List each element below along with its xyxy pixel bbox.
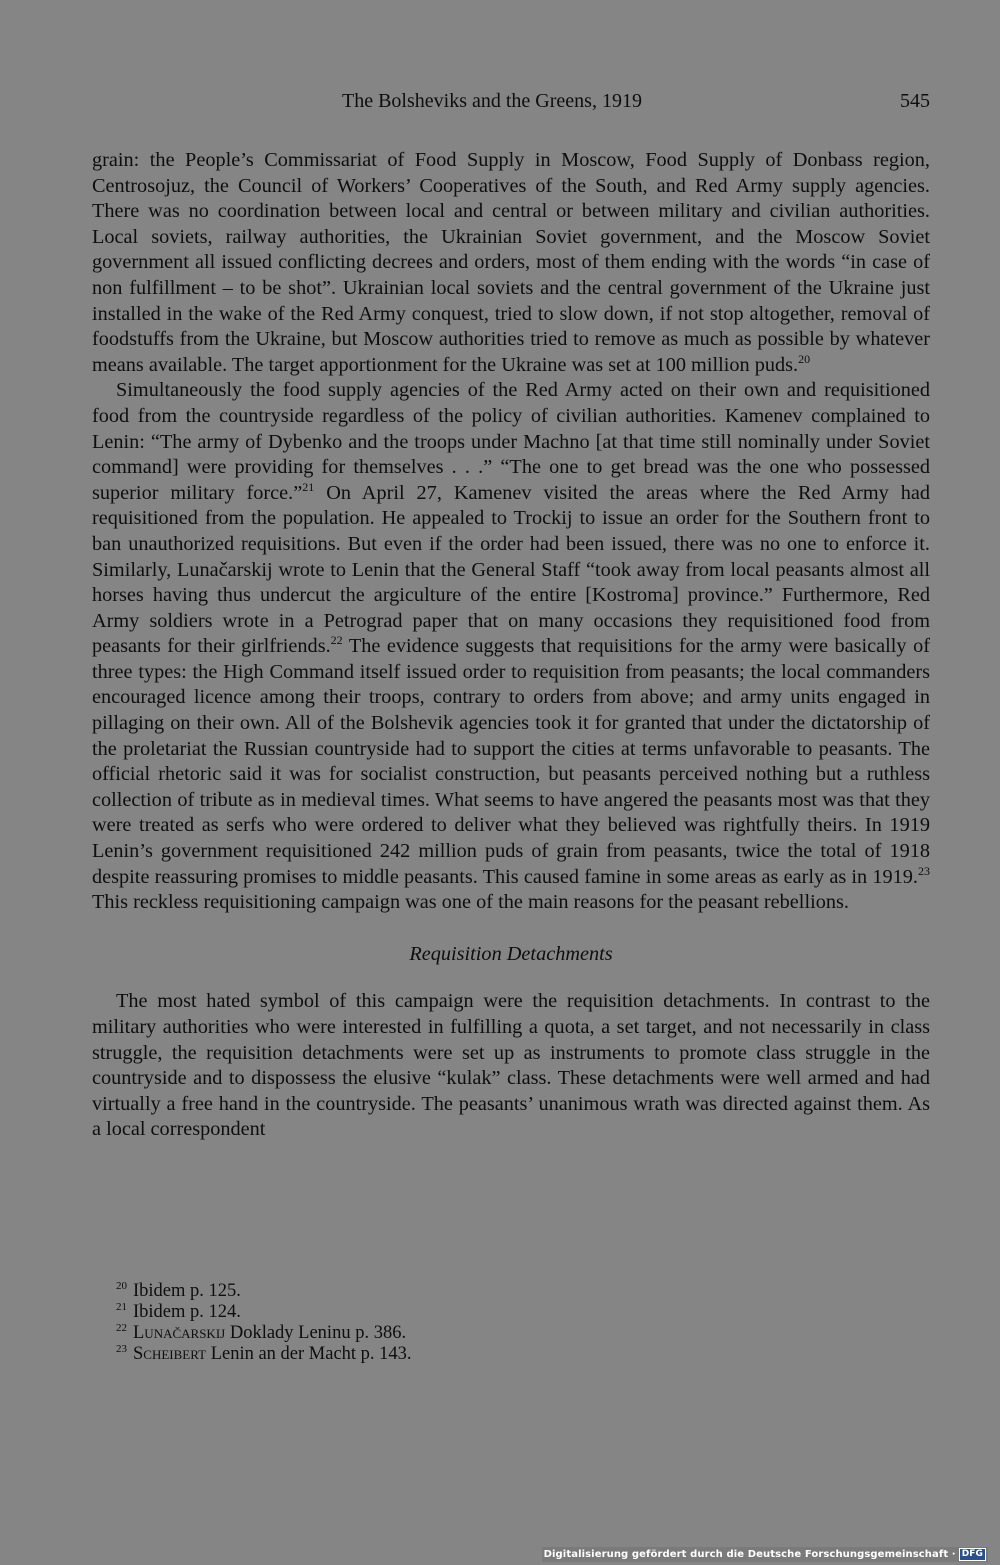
body-text: [92, 148, 930, 1143]
paragraph-2-text-a: Simultaneously the food supply agencies of the Red Army acted on their own and requisitioned food from the countryside regardless of the policy of civilian authorities. Kamenev complained to Lenin: “The army of Dybenko and the troops under Machno [at that time still nominally under Soviet command] were providing for themselves . . .” “The one to get bread was the one who possessed superior military force.”: [92, 379, 930, 504]
page-header: [92, 90, 930, 118]
paragraph-2-text-d: This reckless requisitioning campaign was one of the main reasons for the peasant rebellions.: [92, 891, 849, 914]
paragraph-2-text-b: On April 27, Kamenev visited the areas where the Red Army had requisitioned from the population. He appealed to Trockij to issue an order for the Southern front to ban unauthorized requisitions. But even if the order had been issued, there was no one to enforce it. Similarly, Lunačarskij wrote to Lenin that the General Staff “took away from local peasants almost all horses having thus undercut the argiculture of the entire [Kostroma] province.” Furthermore, Red Army soldiers wrote in a Petrograd paper that on many occasions they requisitioned food from peasants for their girlfriends.: [92, 481, 930, 658]
footnote-number: 20: [116, 1279, 127, 1292]
footnote-text: Doklady Leninu p. 386.: [225, 1323, 407, 1343]
footnote-text: Ibidem p. 124.: [133, 1302, 241, 1322]
footnote-ref-20: 20: [798, 351, 811, 366]
digitization-credit: [542, 1547, 988, 1562]
credit-text: Digitalisierung gefördert durch die Deutsche Forschungsgemeinschaft ·: [543, 1549, 956, 1560]
footnote-ref-23: 23: [918, 863, 930, 878]
running-head: The Bolsheviks and the Greens, 1919: [342, 90, 642, 112]
footnote-text: Ibidem p. 125.: [133, 1281, 241, 1301]
footnotes: [116, 1281, 616, 1365]
footnote-number: 22: [116, 1321, 127, 1334]
footnote: [116, 1323, 616, 1344]
dfg-logo: DFG: [959, 1548, 986, 1561]
section-title: Requisition Detachments: [409, 942, 613, 965]
paragraph-2-text-c: The evidence suggests that requisitions for the army were basically of three types: the High Command itself issued order to requisition from peasants; the local commanders encouraged licence among their troops, contrary to orders from above; and army units engaged in pillaging on their own. All of the Bolshevik agencies took it for granted that under the dictatorship of the proletariat the Russian countryside had to support the cities at terms unfavorable to peasants. The official rhetoric said it was for socialist construction, but peasants perceived nothing but a ruthless collection of tribute as in medieval times. What seems to have angered the peasants most was that they were treated as serfs who were ordered to deliver what they believed was rightfully theirs. In 1919 Lenin’s government requisitioned 242 million puds of grain from peasants, twice the total of 1918 despite reassuring promises to middle peasants. This caused famine in some areas as early as in 1919.: [92, 635, 930, 888]
footnote-ref-21: 21: [302, 479, 315, 494]
footnote: [116, 1344, 616, 1365]
footnote-number: 23: [116, 1342, 127, 1355]
footnote: [116, 1281, 616, 1302]
footnote: [116, 1302, 616, 1323]
footnote-author: Lunačarskij: [133, 1323, 226, 1343]
footnote-ref-22: 22: [330, 633, 343, 648]
paragraph-3: The most hated symbol of this campaign were the requisition detachments. In contrast to the military authorities who were interested in fulfilling a quota, a set target, and not necessarily in class struggle, the requisition detachments were set up as instruments to promote class struggle in the countryside and to dispossess the elusive “kulak” class. These detachments were well armed and had virtually a free hand in the countryside. The peasants’ unanimous wrath was directed against them. As a local correspondent: [92, 990, 930, 1141]
page-number: 545: [900, 90, 930, 112]
paragraph-2: [92, 378, 930, 915]
footnote-author: Scheibert: [133, 1344, 207, 1364]
footnote-number: 21: [116, 1300, 127, 1313]
footnote-text: Lenin an der Macht p. 143.: [206, 1344, 412, 1364]
paragraph-1-text: grain: the People’s Commissariat of Food Supply in Moscow, Food Supply of Donbass region, Centrosojuz, the Council of Workers’ Cooperatives of the South, and Red Army supply agencies. There was no coordination between local and central or between military and civilian authorities. Local soviets, railway authorities, the Ukrainian Soviet government, and the Moscow Soviet government all issued conflicting decrees and orders, most of them ending with the words “in case of non fulfillment – to be shot”. Ukrainian local soviets and the central government of the Ukraine just installed in the wake of the Red Army conquest, tried to slow down, if not stop altogether, removal of foodstuffs from the Ukraine, but Moscow authorities tried to remove as much as possible by whatever means available. The target apportionment for the Ukraine was set at 100 million puds.: [92, 149, 930, 376]
paragraph-1: [92, 148, 930, 378]
